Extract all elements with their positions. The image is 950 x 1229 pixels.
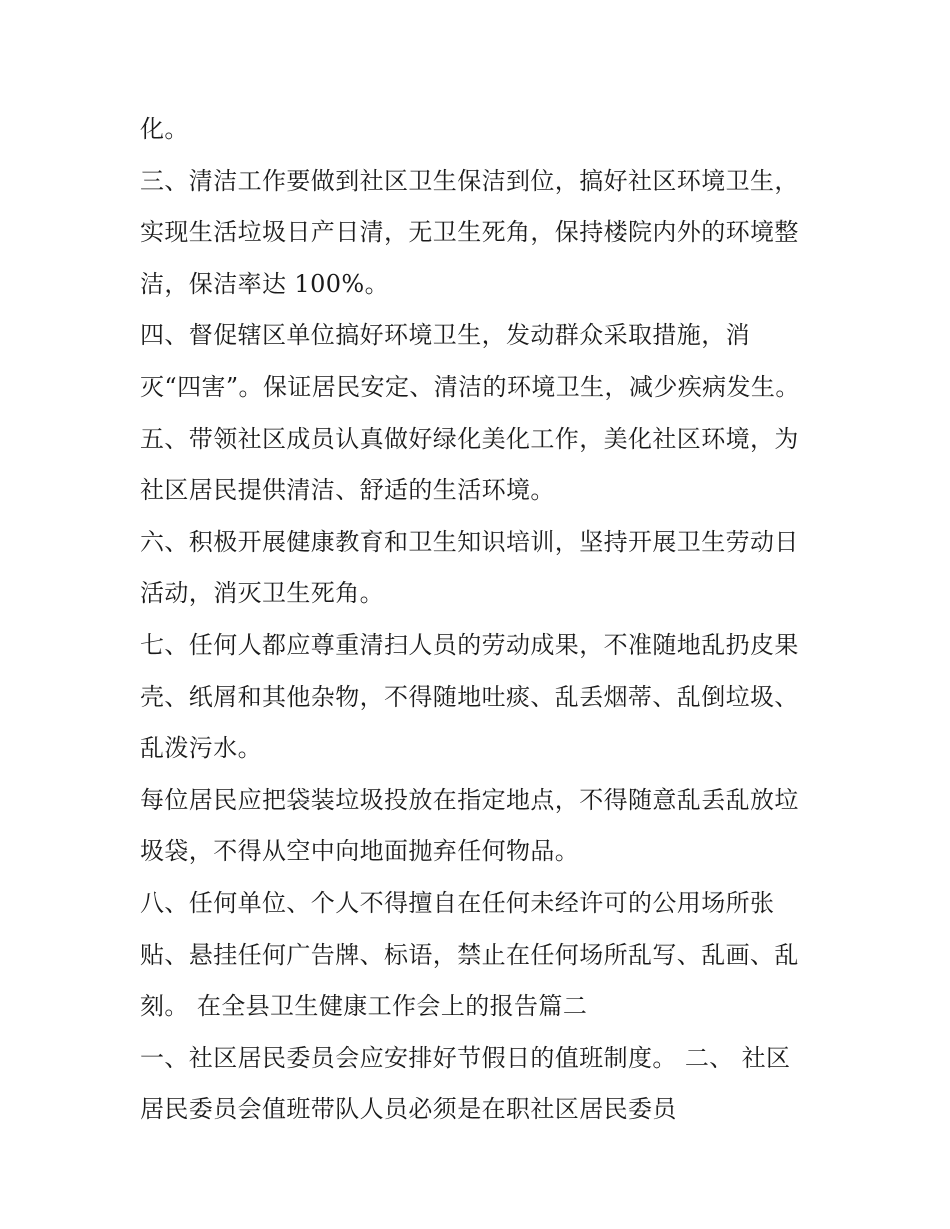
text-line-14: 每位居民应把袋装垃圾投放在指定地点，不得随意乱丢乱放垃 [140,785,799,814]
text-line-6: 灭“四害”。保证居民安定、清洁的环境卫生，减少疾病发生。 [140,372,800,401]
text-line-19: 一、社区居民委员会应安排好节假日的值班制度。 二、 社区 [140,1043,791,1072]
text-line-18: 刻。 在全县卫生健康工作会上的报告篇二 [140,992,588,1021]
text-line-17: 贴、悬挂任何广告牌、标语，禁止在任何场所乱写、乱画、乱 [140,940,799,969]
text-line-11: 七、任何人都应尊重清扫人员的劳动成果，不准随地乱扔皮果 [140,630,799,659]
text-line-4: 洁，保洁率达 100%。 [140,269,390,298]
text-line-20: 居民委员会值班带队人员必须是在职社区居民委员 [140,1095,677,1124]
text-line-16: 八、任何单位、个人不得擅自在任何未经许可的公用场所张 [140,888,775,917]
text-line-2: 三、清洁工作要做到社区卫生保洁到位，搞好社区环境卫生， [140,166,799,195]
text-line-3: 实现生活垃圾日产日清，无卫生死角，保持楼院内外的环境整 [140,218,799,247]
text-line-10: 活动，消灭卫生死角。 [140,579,384,608]
document-body [140,104,820,1136]
text-line-1: 化。 [140,115,189,143]
text-line-12: 壳、纸屑和其他杂物，不得随地吐痰、乱丢烟蒂、乱倒垃圾、 [140,682,799,711]
text-line-13: 乱泼污水。 [140,734,262,763]
text-line-5: 四、督促辖区单位搞好环境卫生，发动群众采取措施，消 [140,321,750,350]
text-line-7: 五、带领社区成员认真做好绿化美化工作，美化社区环境，为 [140,424,799,453]
text-line-15: 圾袋，不得从空中向地面抛弃任何物品。 [140,837,580,866]
text-line-8: 社区居民提供清洁、舒适的生活环境。 [140,476,555,505]
text-line-9: 六、积极开展健康教育和卫生知识培训，坚持开展卫生劳动日 [140,527,799,556]
